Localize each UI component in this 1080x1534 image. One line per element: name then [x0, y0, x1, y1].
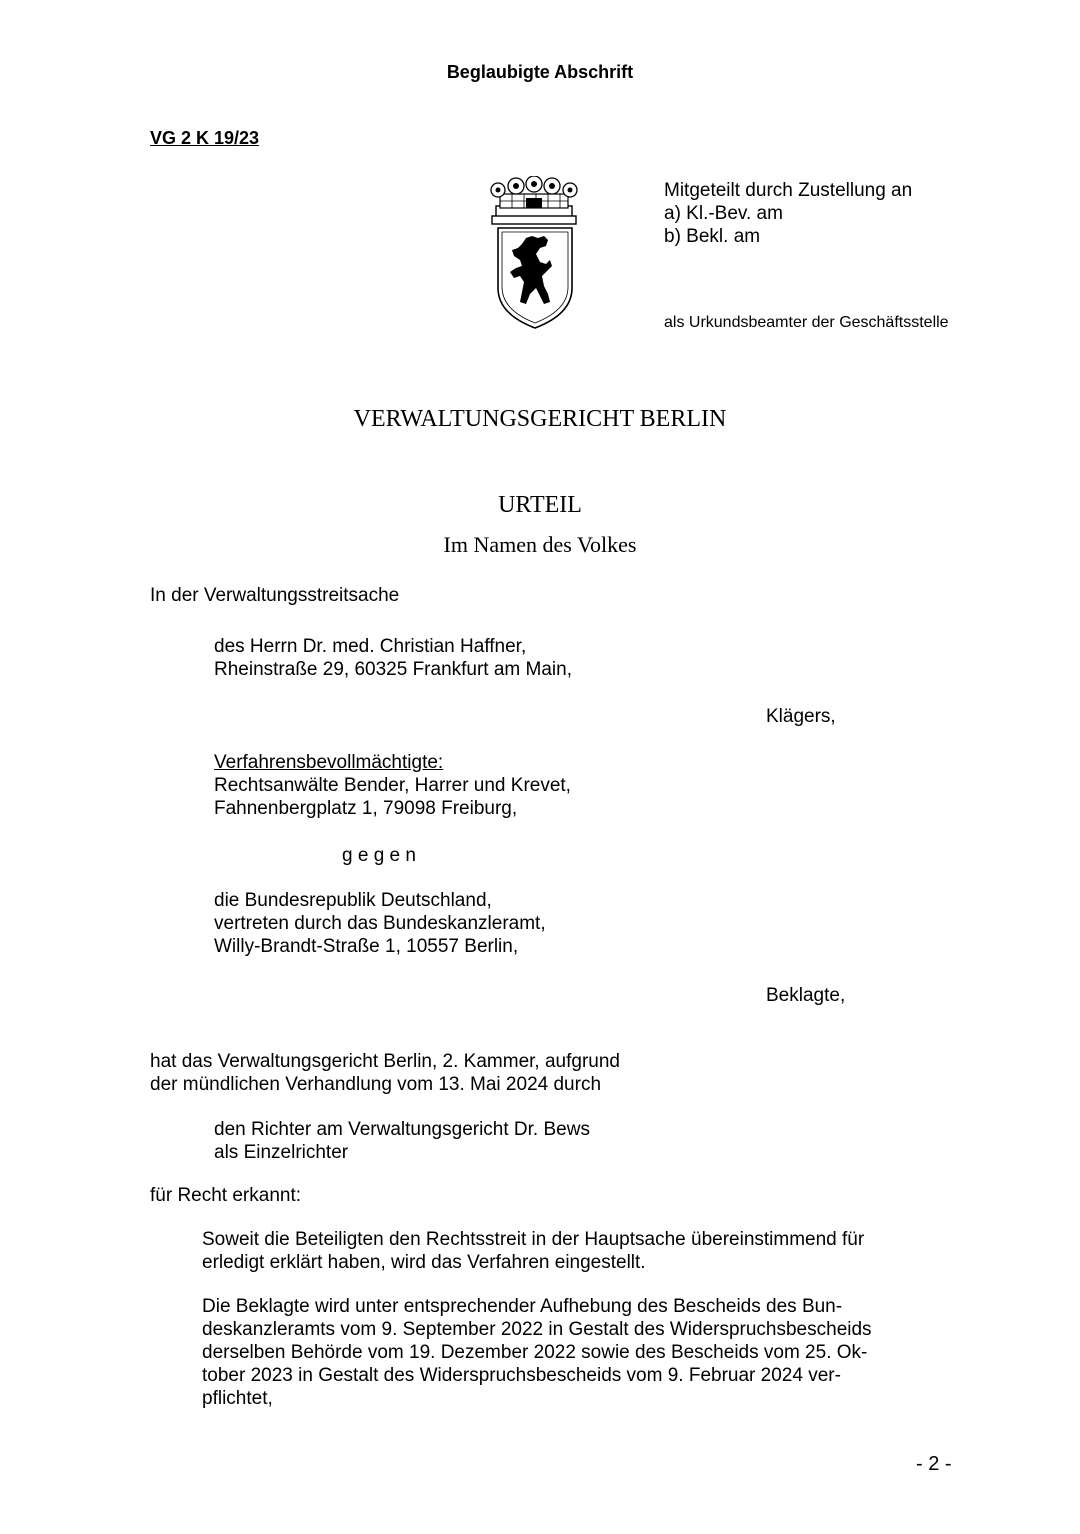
- counsel-block: [214, 751, 571, 820]
- counsel-address: Fahnenbergplatz 1, 79098 Freiburg,: [214, 798, 518, 819]
- paragraph-line: erledigt erklärt haben, wird das Verfahren eingestellt.: [202, 1252, 646, 1273]
- paragraph-line: Soweit die Beteiligten den Rechtsstreit in der Hauptsache übereinstimmend für: [202, 1229, 865, 1250]
- judge-name: den Richter am Verwaltungsgericht Dr. Bews: [214, 1119, 590, 1140]
- berlin-bear-crest-icon: [486, 176, 582, 332]
- clerk-label: als Urkundsbeamter der Geschäftsstelle: [664, 314, 949, 331]
- court-statement-line: hat das Verwaltungsgericht Berlin, 2. Kammer, aufgrund: [150, 1051, 620, 1072]
- delivery-notice-line: Mitgeteilt durch Zustellung an: [664, 180, 913, 201]
- plaintiff-role: Klägers,: [766, 706, 836, 727]
- counsel-firm: Rechtsanwälte Bender, Harrer und Krevet,: [214, 775, 571, 796]
- court-statement: [150, 1050, 620, 1096]
- verdict-intro: für Recht erkannt:: [150, 1185, 302, 1206]
- paragraph-line: tober 2023 in Gestalt des Widerspruchsbescheids vom 9. Februar 2024 ver-: [202, 1365, 841, 1386]
- judgment-subtitle: Im Namen des Volkes: [443, 532, 637, 557]
- delivery-notice-line: a) Kl.-Bev. am: [664, 203, 783, 224]
- judge-block: [214, 1118, 590, 1164]
- page-number: - 2 -: [916, 1453, 952, 1475]
- defendant-address: Willy-Brandt-Straße 1, 10557 Berlin,: [214, 936, 519, 957]
- verdict-paragraph-1: [202, 1228, 864, 1274]
- paragraph-line: deskanzleramts vom 9. September 2022 in Gestalt des Widerspruchsbescheids: [202, 1319, 872, 1340]
- judgment-title: URTEIL: [498, 492, 582, 518]
- paragraph-line: derselben Behörde vom 19. Dezember 2022 sowie des Bescheids vom 25. Ok-: [202, 1342, 868, 1363]
- delivery-notice-line: b) Bekl. am: [664, 226, 761, 247]
- paragraph-line: Die Beklagte wird unter entsprechender Aufhebung des Bescheids des Bun-: [202, 1296, 843, 1317]
- court-statement-line: der mündlichen Verhandlung vom 13. Mai 2024 durch: [150, 1074, 602, 1095]
- defendant-name: die Bundesrepublik Deutschland,: [214, 890, 492, 911]
- defendant-role: Beklagte,: [766, 985, 846, 1006]
- defendant-representative: vertreten durch das Bundeskanzleramt,: [214, 913, 546, 934]
- document-header-title: Beglaubigte Abschrift: [446, 62, 634, 82]
- verdict-paragraph-2: [202, 1295, 872, 1410]
- plaintiff-address: [214, 635, 572, 681]
- paragraph-line: pflichtet,: [202, 1388, 273, 1409]
- defendant-block: [214, 889, 546, 958]
- proceeding-intro: In der Verwaltungsstreitsache: [150, 585, 400, 606]
- court-name: VERWALTUNGSGERICHT BERLIN: [353, 406, 727, 432]
- judge-role: als Einzelrichter: [214, 1142, 349, 1163]
- case-number: VG 2 K 19/23: [150, 128, 260, 148]
- versus-label: g e g e n: [342, 845, 416, 866]
- counsel-label: Verfahrensbevollmächtigte:: [214, 752, 444, 773]
- plaintiff-street: Rheinstraße 29, 60325 Frankfurt am Main,: [214, 659, 573, 680]
- plaintiff-name: des Herrn Dr. med. Christian Haffner,: [214, 636, 527, 657]
- delivery-notice: [664, 179, 912, 248]
